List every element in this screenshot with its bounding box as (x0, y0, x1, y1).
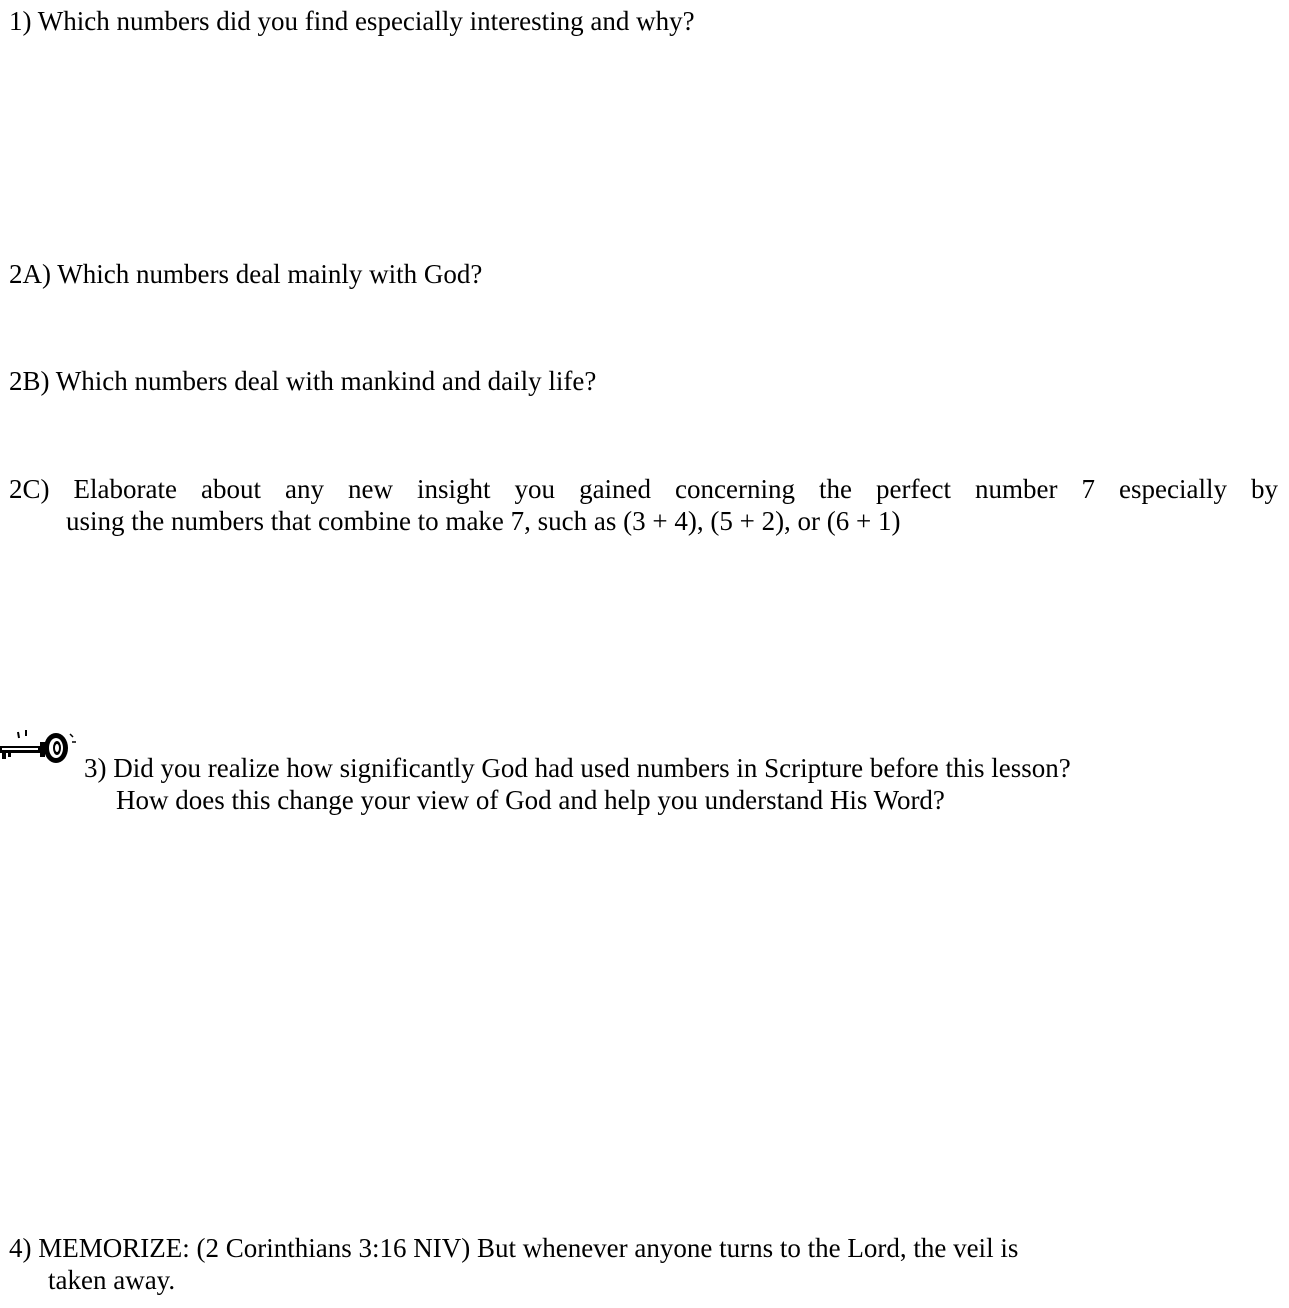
question-2b (9, 365, 596, 397)
question-4-line-2: taken away. (48, 1265, 176, 1295)
key-icon (0, 728, 90, 780)
question-2c-line-1: 2C) Elaborate about any new insight you gained concerning the perfect number 7 especially by (9, 474, 1278, 504)
question-3-line-1: 3) Did you realize how significantly God had used numbers in Scripture before this lesson? (84, 753, 1071, 783)
question-3-line-2: How does this change your view of God and help you understand His Word? (116, 785, 945, 815)
question-4 (9, 1232, 1018, 1296)
question-2c (9, 473, 1278, 537)
question-4-line-1: 4) MEMORIZE: (2 Corinthians 3:16 NIV) But whenever anyone turns to the Lord, the veil is (9, 1233, 1019, 1263)
question-2c-line-2: using the numbers that combine to make 7, such as (3 + 4), (5 + 2), or (6 + 1) (66, 506, 901, 536)
question-2a (9, 258, 482, 290)
question-2a-text: 2A) Which numbers deal mainly with God? (9, 259, 483, 289)
question-2b-text: 2B) Which numbers deal with mankind and daily life? (9, 366, 597, 396)
question-3 (84, 752, 1071, 816)
question-1 (9, 5, 695, 37)
question-1-text: 1) Which numbers did you find especially interesting and why? (9, 6, 695, 36)
